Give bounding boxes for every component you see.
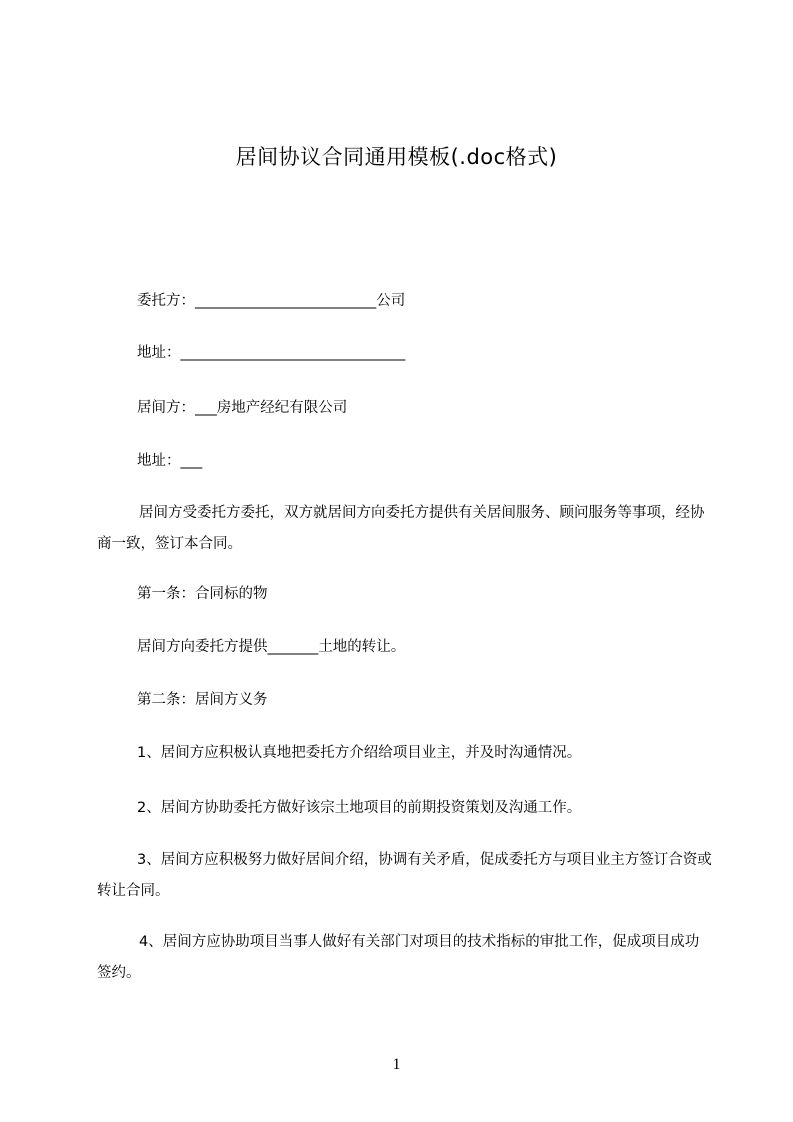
article2-heading: 第二条：居间方义务: [137, 692, 268, 708]
duty-item-1: 1、居间方应积极认真地把委托方介绍给项目业主，并及时沟通情况。: [137, 745, 582, 761]
page-number: 1: [392, 1056, 401, 1073]
document-title: 居间协议合同通用模板(.doc格式): [235, 145, 558, 169]
intermediary-line: 居间方：___房地产经纪有限公司: [137, 400, 348, 416]
duty-item-3: 3、居间方应积极努力做好居间介绍，协调有关矛盾，促成委托方与项目业主方签订合资或转让合同。: [97, 852, 712, 899]
intermediary-address-line: 地址：___: [137, 453, 203, 469]
principal-address-line: 地址：_______________________________: [137, 345, 406, 361]
article1-body: 居间方向委托方提供_______土地的转让。: [137, 639, 406, 655]
duty-item-2: 2、居间方协助委托方做好该宗土地项目的前期投资策划及沟通工作。: [137, 800, 582, 816]
article1-heading: 第一条：合同标的物: [137, 586, 268, 602]
principal-line: 委托方：_________________________公司: [137, 293, 406, 309]
duty-item-4: 4、居间方应协助项目当事人做好有关部门对项目的技术指标的审批工作，促成项目成功签约。: [97, 934, 700, 981]
intro-paragraph: 居间方受委托方委托，双方就居间方向委托方提供有关居间服务、顾问服务等事项，经协商一致，签订本合同。: [97, 505, 705, 552]
